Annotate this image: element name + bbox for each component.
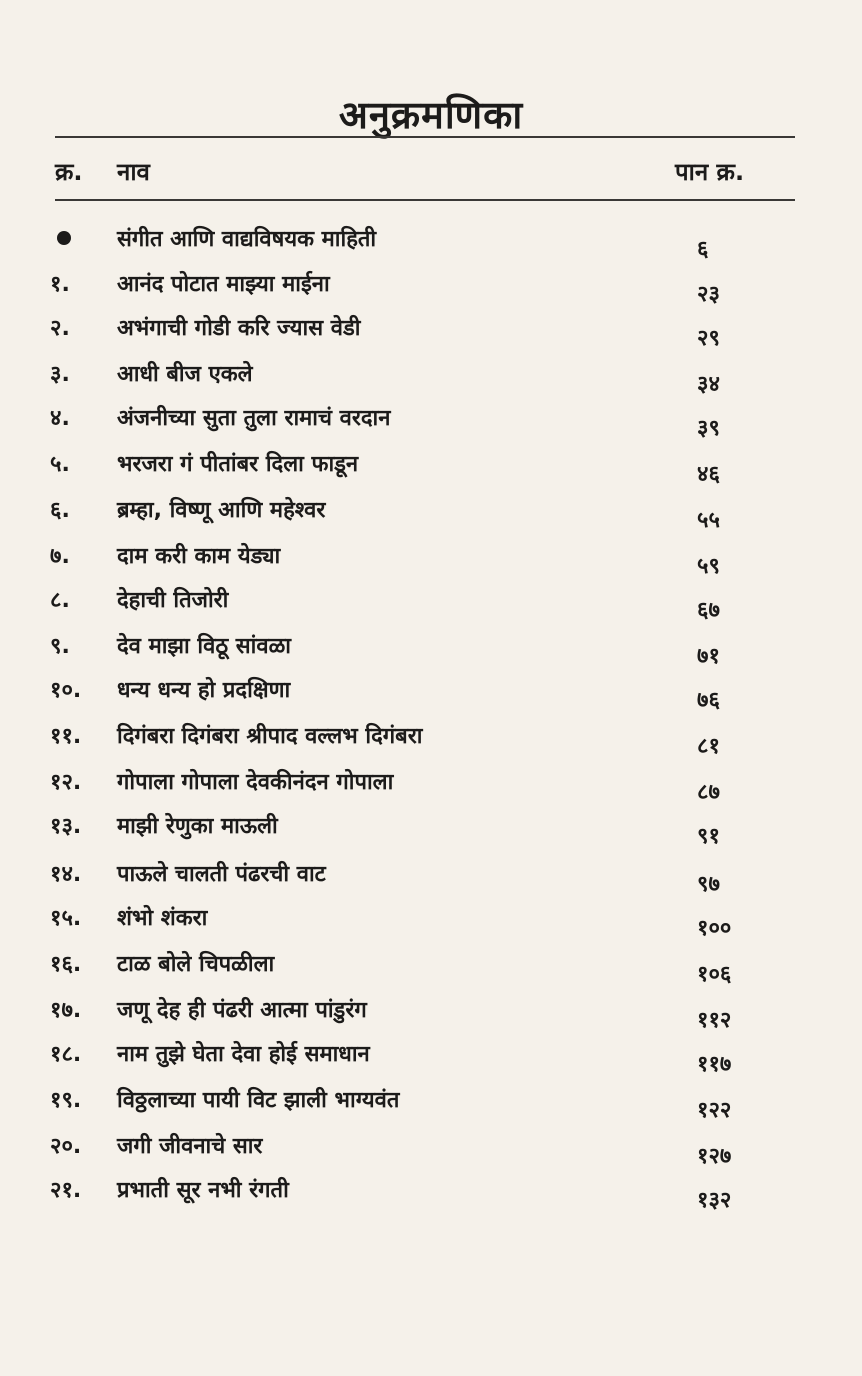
list-item [0,448,862,488]
item-page: ११२ [697,1008,732,1033]
item-page: ६ [697,237,709,262]
item-number: १६. [50,952,82,977]
item-name: अभंगाची गोडी करि ज्यास वेडी [117,316,361,341]
item-page: ९१ [697,824,720,849]
list-item [0,584,862,624]
item-page: ५९ [697,554,720,579]
item-name: जणू देह ही पंढरी आत्मा पांडुरंग [117,998,367,1023]
item-number: १९. [50,1088,82,1113]
item-name: अंजनीच्या सुता तुला रामाचं वरदान [117,406,391,431]
item-name: जगी जीवनाचे सार [117,1134,263,1159]
item-name: भरजरा गं पीतांबर दिला फाडून [117,452,359,477]
item-page: ८१ [697,734,720,759]
item-number: १७. [50,998,82,1023]
item-page: ७६ [697,688,720,713]
list-item [0,494,862,534]
item-number: २. [50,316,70,341]
item-number: ४. [50,406,70,431]
item-number: ३. [50,362,70,387]
item-number: ६. [50,498,70,523]
item-name: नाम तुझे घेता देवा होई समाधान [117,1042,370,1067]
item-page: १३२ [697,1188,732,1213]
item-name: दाम करी काम येड्या [117,544,281,569]
list-item [0,312,862,352]
item-name: संगीत आणि वाद्यविषयक माहिती [117,227,377,252]
item-page: ६७ [697,598,720,623]
item-page: ९७ [697,872,720,897]
list-item [0,674,862,714]
item-page: ११७ [697,1052,732,1077]
item-number: ११. [50,724,82,749]
item-number: ९. [50,634,70,659]
item-number: २०. [50,1134,82,1159]
item-number: १. [50,272,70,297]
item-page: ८७ [697,780,720,805]
list-item [0,948,862,988]
item-page: १२२ [697,1098,732,1123]
item-name: विठ्ठलाच्या पायी विट झाली भाग्यवंत [117,1088,400,1113]
item-page: ५५ [697,508,720,533]
top-rule [55,136,795,138]
item-number: ७. [50,544,70,569]
list-item [0,540,862,580]
list-item [0,766,862,806]
header-name: नाव [117,158,150,186]
item-name: प्रभाती सूर नभी रंगती [117,1178,289,1203]
list-item [0,630,862,670]
item-number: १५. [50,906,82,931]
item-number: १२. [50,770,82,795]
list-item [0,1084,862,1124]
list-item [0,402,862,442]
header-number: क्र. [55,158,83,186]
item-name: देहाची तिजोरी [117,588,229,613]
list-item [0,858,862,898]
item-number: ८. [50,588,70,613]
list-item [0,1130,862,1170]
item-name: आनंद पोटात माझ्या माईना [117,272,330,297]
header-rule [55,199,795,201]
item-name: माझी रेणुका माऊली [117,814,278,839]
list-item [0,1174,862,1214]
item-page: २९ [697,326,720,351]
item-number: ५. [50,452,70,477]
bullet-icon [57,231,71,245]
item-name: टाळ बोले चिपळीला [117,952,275,977]
item-number: १८. [50,1042,82,1067]
list-item [0,358,862,398]
list-item [0,223,862,263]
item-page: ३४ [697,372,720,397]
list-item [0,994,862,1034]
item-name: दिगंबरा दिगंबरा श्रीपाद वल्लभ दिगंबरा [117,724,423,749]
item-page: १०० [697,916,732,941]
item-name: शंभो शंकरा [117,906,208,931]
item-number: १०. [50,678,82,703]
item-page: ४६ [697,462,720,487]
item-page: २३ [697,282,720,307]
item-page: १२७ [697,1144,732,1169]
item-name: आधी बीज एकले [117,362,253,387]
item-name: पाऊले चालती पंढरची वाट [117,862,326,887]
page-title: अनुक्रमणिका [338,93,524,137]
list-item [0,1038,862,1078]
item-name: देव माझा विठू सांवळा [117,634,292,659]
item-number: १३. [50,814,82,839]
list-item [0,720,862,760]
item-page: ७१ [697,644,720,669]
item-page: १०६ [697,962,732,987]
item-name: गोपाला गोपाला देवकीनंदन गोपाला [117,770,394,795]
item-number: २१. [50,1178,82,1203]
item-page: ३९ [697,416,720,441]
list-item [0,810,862,850]
item-number: १४. [50,862,82,887]
list-item [0,902,862,942]
header-page: पान क्र. [675,158,745,186]
item-name: ब्रम्हा, विष्णू आणि महेश्वर [117,498,326,523]
item-name: धन्य धन्य हो प्रदक्षिणा [117,678,291,703]
list-item [0,268,862,308]
